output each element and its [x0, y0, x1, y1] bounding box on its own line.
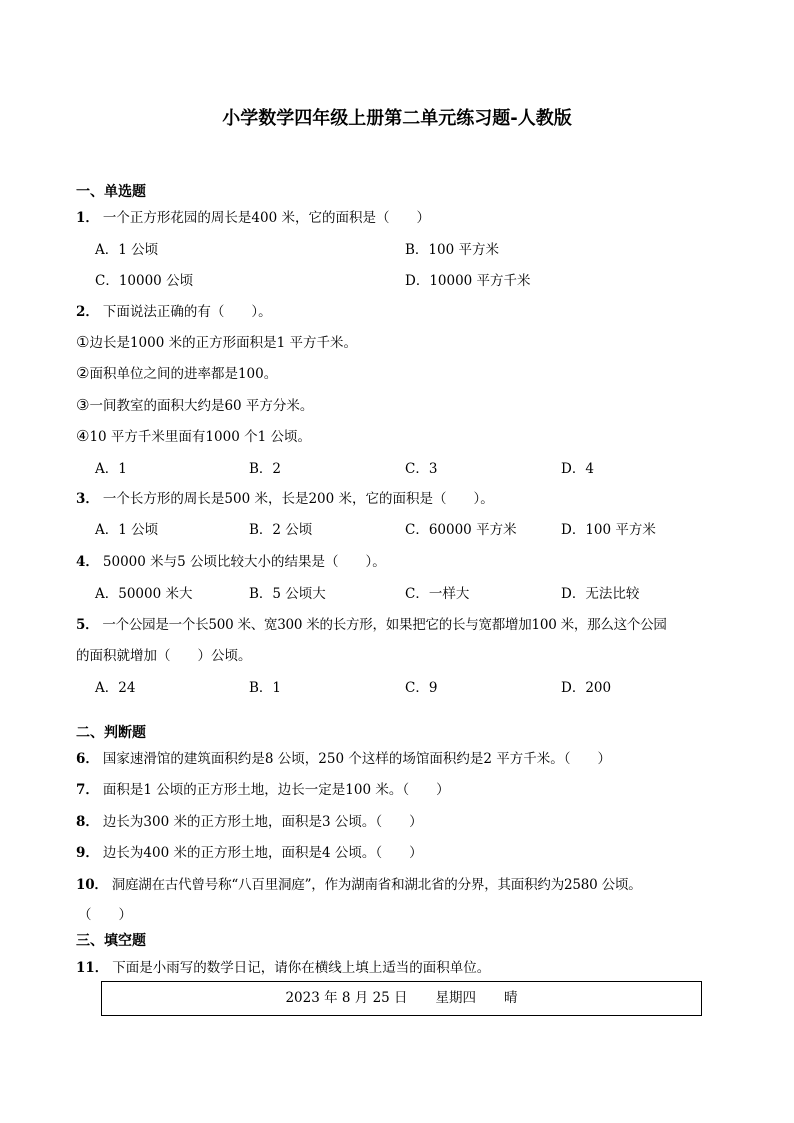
option-b: B．2 公顷 — [249, 522, 313, 538]
option-a: A．1 公顷 — [95, 522, 159, 538]
question-number: 1． — [76, 210, 99, 226]
option-a: A．24 — [95, 680, 136, 696]
diary-weather: 晴 — [504, 990, 518, 1006]
statement-4 — [76, 425, 311, 445]
question-number: 10． — [76, 877, 108, 893]
question-number: 9． — [76, 845, 99, 861]
question-number: 3． — [76, 491, 99, 507]
circled-number: ③ — [76, 396, 90, 414]
question-text: 下面是小雨写的数学日记，请你在横线上填上适当的面积单位。 — [112, 960, 491, 976]
option-b: B．100 平方米 — [405, 242, 499, 258]
diary-weekday: 星期四 — [435, 990, 477, 1006]
question-text: 国家速滑馆的建筑面积约是8 公顷，250 个这样的场馆面积约是2 平方千米。（ ） — [102, 751, 611, 767]
option-c: C．60000 平方米 — [405, 522, 517, 538]
option-b: B．2 — [249, 461, 282, 477]
circled-number: ④ — [76, 427, 90, 445]
option-a: A．1 — [95, 461, 127, 477]
option-c: C．10000 公顷 — [95, 273, 194, 289]
option-d: D．200 — [561, 680, 612, 696]
question-text: 一个正方形花园的周长是400 米，它的面积是（ ） — [102, 210, 430, 226]
option-c: C．9 — [405, 680, 438, 696]
question-text: 边长为300 米的正方形土地，面积是3 公顷。（ ） — [102, 814, 423, 830]
statement-text: 10 平方千米里面有1000 个1 公顷。 — [89, 429, 311, 445]
statement-3 — [76, 394, 313, 414]
statement-text: 面积单位之间的进率都是100。 — [89, 366, 278, 382]
option-c: C．一样大 — [405, 586, 470, 602]
question-number: 2． — [76, 304, 99, 320]
diary-box — [101, 981, 702, 1016]
diary-date: 2023 年 8 月 25 日 — [285, 990, 408, 1006]
question-5-continued — [76, 644, 252, 664]
question-text: 的面积就增加（ ）公顷。 — [76, 648, 252, 664]
statement-text: 一间教室的面积大约是60 平方分米。 — [89, 398, 314, 414]
section-heading-true-false: 二、判断题 — [76, 725, 146, 741]
question-9 — [76, 841, 423, 861]
question-text: 一个长方形的周长是500 米，长是200 米，它的面积是（ ）。 — [102, 491, 494, 507]
question-3 — [76, 487, 494, 507]
question-text: 一个公园是一个长500 米、宽300 米的长方形，如果把它的长与宽都增加100 米，那么这个公园 — [102, 617, 667, 633]
question-11 — [76, 956, 490, 976]
question-text: 50000 米与5 公顷比较大小的结果是（ ）。 — [102, 554, 386, 570]
question-text: 边长为400 米的正方形土地，面积是4 公顷。（ ） — [102, 845, 423, 861]
question-6 — [76, 747, 611, 767]
section-heading-fill-blank: 三、填空题 — [76, 933, 146, 949]
question-1 — [76, 206, 430, 226]
question-8 — [76, 810, 423, 830]
option-d: D．4 — [561, 461, 594, 477]
question-number: 11． — [76, 960, 109, 976]
question-text: 洞庭湖在古代曾号称“八百里洞庭”，作为湖南省和湖北省的分界，其面积约为2580 公顷。 — [111, 877, 642, 893]
statement-2 — [76, 362, 277, 382]
question-10 — [76, 873, 642, 893]
option-c: C．3 — [405, 461, 438, 477]
statement-1 — [76, 331, 357, 351]
question-7 — [76, 778, 450, 798]
option-d: D．10000 平方千米 — [405, 273, 531, 289]
option-d: D．100 平方米 — [561, 522, 656, 538]
question-number: 8． — [76, 814, 99, 830]
question-text: 面积是1 公顷的正方形土地，边长一定是100 米。（ ） — [102, 782, 450, 798]
question-number: 4． — [76, 554, 99, 570]
option-d: D．无法比较 — [561, 586, 640, 602]
question-text: 下面说法正确的有（ ）。 — [102, 304, 272, 320]
question-2 — [76, 300, 272, 320]
circled-number: ① — [76, 333, 90, 351]
question-10-answer-brackets: （ ） — [78, 907, 132, 923]
question-number: 7． — [76, 782, 99, 798]
section-heading-single-choice: 一、单选题 — [76, 184, 146, 200]
option-a: A．1 公顷 — [95, 242, 159, 258]
question-5 — [76, 613, 667, 633]
option-b: B．1 — [249, 680, 282, 696]
question-number: 5． — [76, 617, 99, 633]
page-title: 小学数学四年级上册第二单元练习题-人教版 — [222, 108, 572, 129]
option-a: A．50000 米大 — [95, 586, 193, 602]
statement-text: 边长是1000 米的正方形面积是1 平方千米。 — [89, 335, 357, 351]
question-number: 6． — [76, 751, 99, 767]
question-4 — [76, 550, 386, 570]
circled-number: ② — [76, 364, 90, 382]
option-b: B．5 公顷大 — [249, 586, 326, 602]
